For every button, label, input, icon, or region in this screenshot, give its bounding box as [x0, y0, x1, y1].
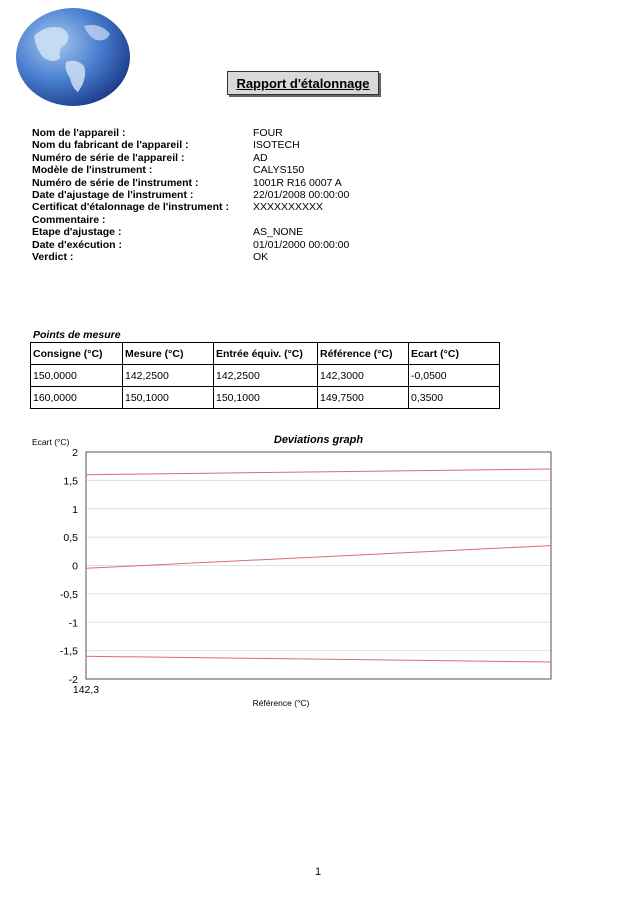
column-header: Consigne (°C)	[31, 343, 123, 365]
info-value: OK	[253, 250, 269, 263]
info-value: CALYS150	[253, 164, 305, 177]
y-tick-label: -2	[68, 674, 78, 686]
table-cell: 160,0000	[31, 387, 123, 409]
info-label: Nom de l'appareil :	[32, 127, 126, 139]
series-line-1	[86, 469, 551, 475]
info-label: Numéro de série de l'appareil :	[32, 151, 185, 164]
y-tick-label: 2	[72, 447, 78, 459]
info-label: Certificat d'étalonnage de l'instrument :	[32, 201, 229, 214]
info-label: Etape d'ajustage :	[32, 226, 122, 239]
series-line-0	[86, 546, 551, 569]
table-cell: -0,0500	[409, 365, 500, 387]
report-title: Rapport d'étalonnage	[236, 75, 370, 91]
y-tick-label: 1	[72, 503, 78, 516]
x-tick-label: 142,3	[72, 684, 100, 696]
y-axis-label: Ecart (°C)	[32, 437, 70, 447]
info-label: Verdict :	[32, 250, 74, 263]
table-cell: 142,2500	[123, 365, 214, 387]
info-label: Date d'exécution :	[32, 238, 123, 251]
info-label: Date d'ajustage de l'instrument :	[32, 188, 194, 201]
table-cell: 142,3000	[318, 365, 409, 387]
column-header: Entrée équiv. (°C)	[214, 343, 318, 365]
table-cell: 149,7500	[318, 387, 409, 409]
series-line-2	[86, 656, 551, 662]
measures-title: Points de mesure	[33, 329, 121, 341]
info-value: 22/01/2008 00:00:00	[253, 188, 350, 201]
info-value: AD	[253, 151, 268, 164]
table-cell: 150,0000	[31, 365, 123, 387]
info-value: AS_NONE	[253, 226, 304, 239]
info-value: FOUR	[253, 127, 283, 139]
table-cell: 142,2500	[214, 365, 318, 387]
info-value: ISOTECH	[253, 139, 300, 152]
y-tick-label: -1	[68, 617, 78, 630]
y-tick-label: 1,5	[63, 475, 78, 488]
info-label: Numéro de série de l'instrument :	[32, 176, 199, 189]
info-label: Modèle de l'instrument :	[32, 164, 153, 177]
info-label: Commentaire :	[32, 213, 106, 226]
x-axis-label: Référence (°C)	[252, 698, 310, 708]
y-tick-label: 0	[72, 560, 78, 573]
column-header: Référence (°C)	[318, 343, 409, 365]
info-value: 1001R R16 0007 A	[253, 176, 342, 189]
y-tick-label: -1,5	[59, 645, 78, 658]
y-tick-label: 0,5	[63, 532, 78, 545]
y-tick-label: -0,5	[59, 588, 78, 601]
page-number: 1	[314, 866, 322, 878]
info-value: 01/01/2000 00:00:00	[253, 238, 350, 251]
info-label: Nom du fabricant de l'appareil :	[32, 139, 189, 152]
table-cell: 150,1000	[123, 387, 214, 409]
table-cell: 150,1000	[214, 387, 318, 409]
info-value: XXXXXXXXXX	[253, 201, 324, 214]
table-cell: 0,3500	[409, 387, 500, 409]
chart-title: Deviations graph	[273, 434, 364, 446]
column-header: Ecart (°C)	[409, 343, 500, 365]
column-header: Mesure (°C)	[123, 343, 214, 365]
